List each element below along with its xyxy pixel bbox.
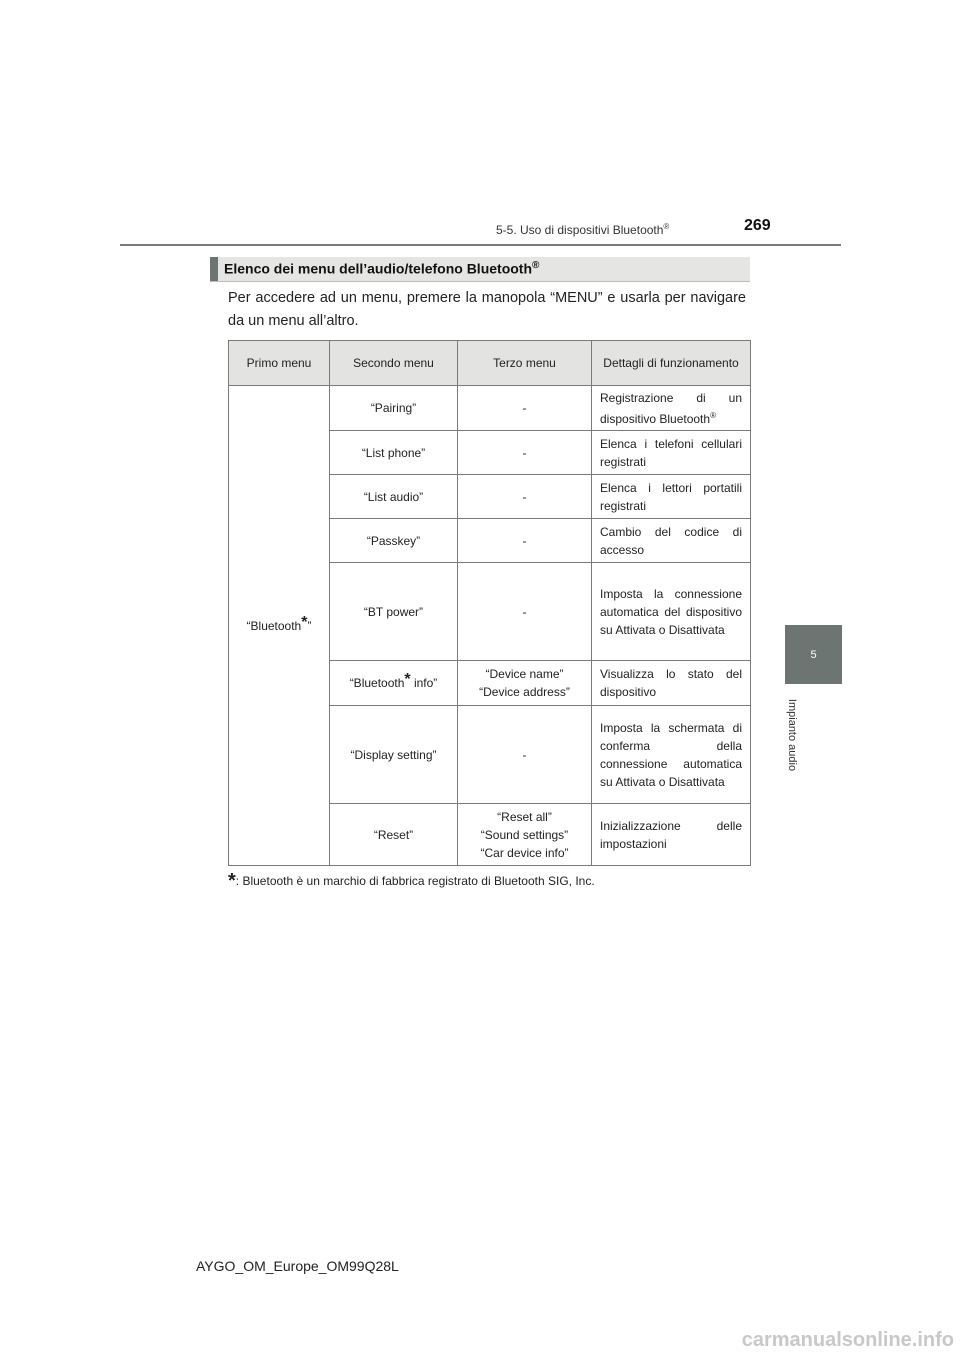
- section-heading-bar: [210, 257, 750, 282]
- chapter-tab: 5: [785, 625, 842, 684]
- section-title: Elenco dei menu dell’audio/telefono Bluetooth®: [224, 260, 540, 277]
- table-row: [229, 386, 751, 431]
- third-menu-cell: “Reset all” “Sound settings” “Car device info”: [458, 804, 592, 866]
- details-cell: Imposta la schermata di conferma della connessione automatica su Attivata o Disattivata: [592, 706, 751, 804]
- header-rule: [120, 244, 841, 246]
- header-second-menu: Secondo menu: [330, 341, 458, 386]
- chapter-title-vertical: Impianto audio: [786, 698, 798, 772]
- document-code: AYGO_OM_Europe_OM99Q28L: [196, 1258, 399, 1274]
- details-cell: Visualizza lo stato del dispositivo: [592, 661, 751, 706]
- table-header-row: [229, 341, 751, 386]
- third-menu-cell: -: [458, 386, 592, 431]
- details-cell: Elenca i lettori portatili registrati: [592, 475, 751, 519]
- third-menu-cell: -: [458, 563, 592, 661]
- details-cell: Imposta la connessione automatica del dispositivo su Attivata o Disattivata: [592, 563, 751, 661]
- second-menu-cell: “List audio”: [330, 475, 458, 519]
- details-cell: Cambio del codice di accesso: [592, 519, 751, 563]
- third-menu-cell: -: [458, 519, 592, 563]
- header-section-title: 5-5. Uso di dispositivi Bluetooth®: [496, 222, 670, 237]
- second-menu-cell: “Pairing”: [330, 386, 458, 431]
- header-third-menu: Terzo menu: [458, 341, 592, 386]
- footnote: *: Bluetooth è un marchio di fabbrica registrato di Bluetooth SIG, Inc.: [228, 870, 595, 892]
- third-menu-cell: -: [458, 431, 592, 475]
- second-menu-cell: “Reset”: [330, 804, 458, 866]
- details-cell: Inizializzazione delle impostazioni: [592, 804, 751, 866]
- header-details: Dettagli di funzionamento: [592, 341, 751, 386]
- intro-paragraph: Per accedere ad un menu, premere la manopola “MENU” e usarla per navigare da un menu all’altro.: [228, 290, 746, 329]
- third-menu-cell: -: [458, 475, 592, 519]
- watermark: carmanualsonline.info: [741, 1329, 954, 1351]
- header-first-menu: Primo menu: [229, 341, 330, 386]
- second-menu-cell: “Display setting”: [330, 706, 458, 804]
- second-menu-cell: “Passkey”: [330, 519, 458, 563]
- third-menu-cell: -: [458, 706, 592, 804]
- details-cell: Elenca i telefoni cellulari registrati: [592, 431, 751, 475]
- second-menu-cell: “Bluetooth* info”: [330, 661, 458, 706]
- second-menu-cell: “List phone”: [330, 431, 458, 475]
- details-cell: Registrazione di un dispositivo Bluetooth®: [592, 386, 751, 431]
- third-menu-cell: “Device name” “Device address”: [458, 661, 592, 706]
- first-menu-bluetooth: “Bluetooth*”: [229, 386, 330, 866]
- page-number: 269: [744, 217, 771, 234]
- bluetooth-menu-table: [228, 340, 751, 866]
- second-menu-cell: “BT power”: [330, 563, 458, 661]
